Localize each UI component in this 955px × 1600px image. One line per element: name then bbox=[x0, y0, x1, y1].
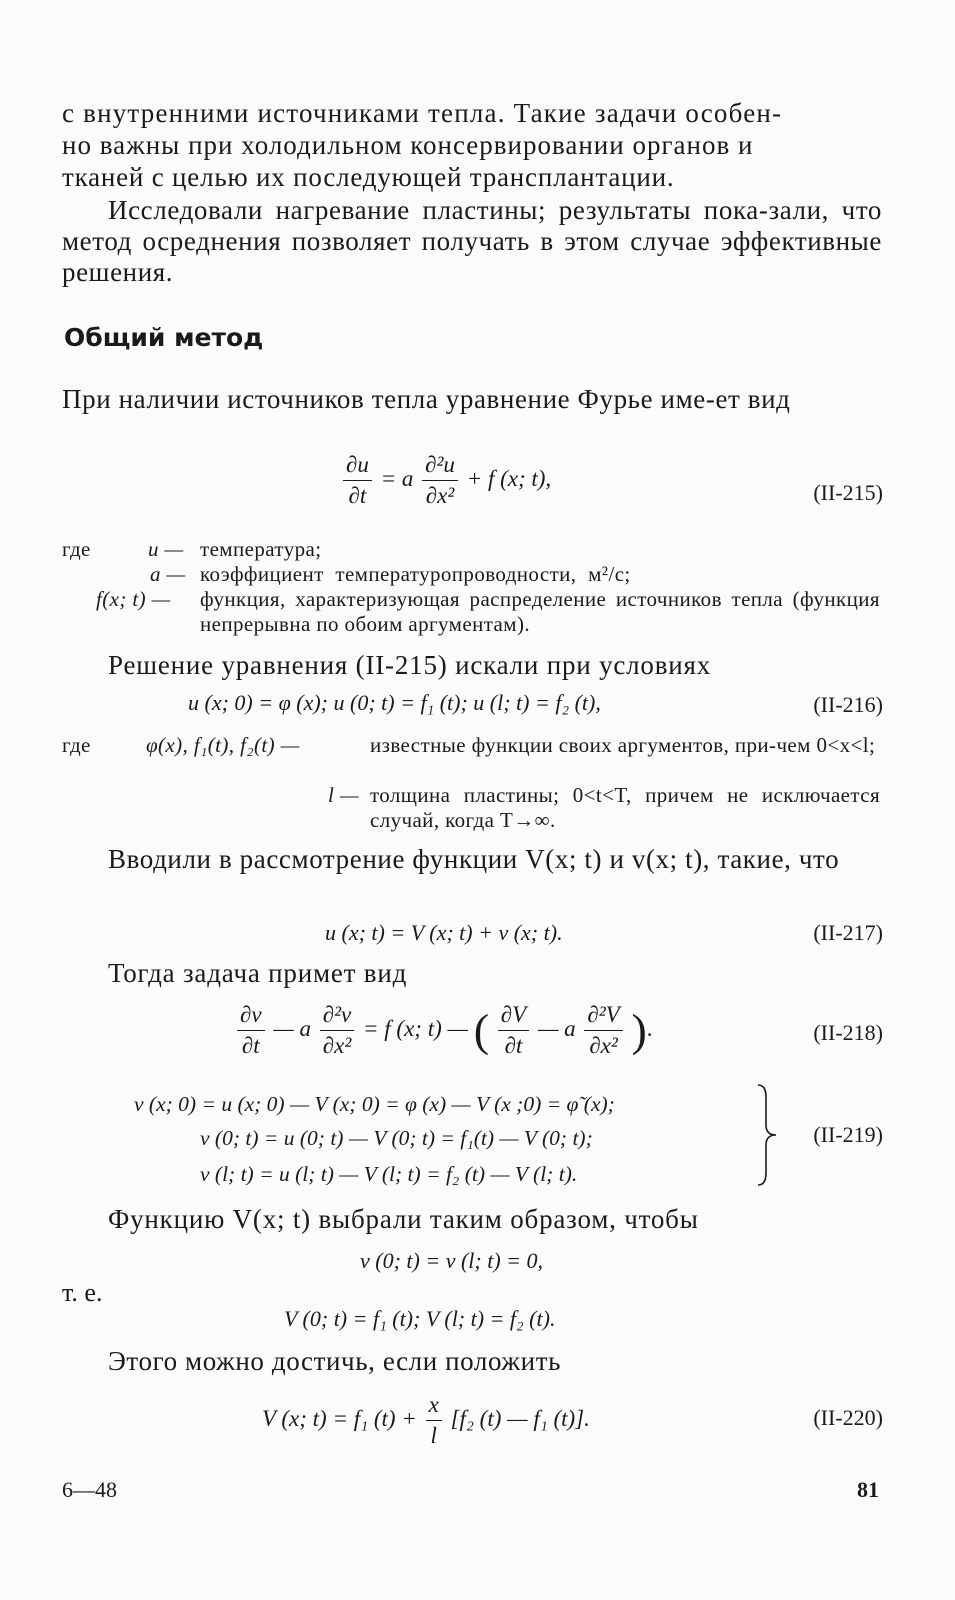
eq218-dt-2: ∂t bbox=[504, 1033, 523, 1058]
eq215-number: (II-215) bbox=[813, 480, 883, 505]
eq218-d2v: ∂²v bbox=[320, 1000, 354, 1031]
equation-215 bbox=[340, 450, 551, 511]
eq218-dV: ∂V bbox=[498, 1000, 529, 1031]
solution-text: Решение уравнения (II-215) искали при условиях bbox=[108, 650, 712, 680]
where1-u-desc: температура; bbox=[200, 537, 322, 561]
then-text: Тогда задача примет вид bbox=[108, 958, 408, 988]
where1-a-desc: коэффициент температуропроводности, м²/с; bbox=[200, 562, 631, 586]
eq220-l: l bbox=[430, 1423, 437, 1448]
eq218-mid: = f (x; t) — bbox=[363, 1015, 468, 1041]
eq220-number: (II-220) bbox=[813, 1405, 883, 1430]
where1-f-sym: f(x; t) — bbox=[96, 587, 171, 611]
choose-text: Функцию V(x; t) выбрали таким образом, чтобы bbox=[108, 1204, 699, 1234]
eq218-close-paren: ) bbox=[631, 1004, 647, 1056]
condition-v: v (0; t) = v (l; t) = 0, bbox=[360, 1248, 544, 1273]
right-brace-icon bbox=[754, 1083, 780, 1187]
intro-V-text: Вводили в рассмотрение функции V(x; t) и v(x; t), такие, что bbox=[108, 844, 840, 874]
intro-paragraph-2: Исследовали нагревание пластины; результаты пока-зали, что метод осреднения позволяет получать в этом случае эффективные решения. bbox=[62, 195, 882, 287]
eq217-number: (II-217) bbox=[813, 920, 883, 945]
equation-217: u (x; t) = V (x; t) + v (x; t). bbox=[325, 920, 563, 945]
eq218-dx2-2: ∂x² bbox=[589, 1033, 618, 1058]
eq219-line-3: v (l; t) = u (l; t) — V (l; t) = f₂ (t) — V (l; t). bbox=[200, 1162, 578, 1186]
eq215-eq-a: = a bbox=[380, 465, 414, 491]
where1-f-desc: функция, характеризующая распределение источников тепла (функция непрерывна по обоим аргументам). bbox=[200, 587, 880, 636]
where2-phi-desc: известные функции своих аргументов, при-чем 0<x<l; bbox=[370, 733, 876, 757]
eq218-d2V: ∂²V bbox=[584, 1000, 622, 1031]
equation-220 bbox=[262, 1390, 590, 1451]
eq219-line-1: v (x; 0) = u (x; 0) — V (x; 0) = φ (x) — V (x ;0) = φ̃ (x); bbox=[134, 1092, 615, 1116]
signature-mark: 6—48 bbox=[62, 1477, 117, 1502]
achieve-text: Этого можно достичь, если положить bbox=[108, 1346, 562, 1376]
where1-u-sym: u — bbox=[148, 537, 184, 561]
eq218-minus-a-2: — a bbox=[537, 1015, 576, 1041]
eq215-du: ∂u bbox=[343, 450, 372, 481]
eq216-number: (II-216) bbox=[813, 692, 883, 717]
intro-line-2: но важны при холодильном консервировании органов и bbox=[62, 130, 754, 160]
eq218-minus-a: — a bbox=[273, 1015, 312, 1041]
eq218-number: (II-218) bbox=[813, 1020, 883, 1045]
eq215-tail: + f (x; t), bbox=[466, 465, 552, 491]
fourier-intro: При наличии источников тепла уравнение Фурье име-ет вид bbox=[62, 384, 791, 414]
eq218-open-paren: ( bbox=[473, 1004, 490, 1056]
eq219-number: (II-219) bbox=[813, 1122, 883, 1147]
intro-line-1: с внутренними источниками тепла. Такие задачи особен- bbox=[62, 98, 783, 128]
equation-216: u (x; 0) = φ (x); u (0; t) = f₁ (t); u (l; t) = f₂ (t), bbox=[188, 690, 601, 715]
eq218-dt-1: ∂t bbox=[241, 1033, 260, 1058]
eq215-dt: ∂t bbox=[348, 483, 367, 508]
equation-218: $\frac{\partial v}{\partial t}$ — a $\frac{\text{∂²v}}{\text{∂x²}}$ = f (x; t) — ( $\frac{\partial V}{\partial t}$ — a $\frac{\text{∂²V}}{\text{∂x²}}$ ). bbox=[234, 1000, 653, 1061]
eq218-dx2-1: ∂x² bbox=[322, 1033, 352, 1058]
where2-l-sym: l — bbox=[328, 783, 359, 807]
eq218-dv: ∂v bbox=[237, 1000, 265, 1031]
where2-phi-sym: φ(x), f₁(t), f₂(t) — bbox=[146, 733, 300, 757]
where1-a-sym: a — bbox=[150, 562, 186, 586]
page-number: 81 bbox=[857, 1477, 879, 1502]
ie-text: т. е. bbox=[62, 1278, 103, 1307]
where1-gde: где bbox=[62, 537, 91, 561]
eq220-lhs: V (x; t) = f₁ (t) + bbox=[262, 1405, 417, 1431]
eq215-dx2: ∂x² bbox=[425, 483, 455, 508]
condition-V: V (0; t) = f₁ (t); V (l; t) = f₂ (t). bbox=[284, 1306, 556, 1331]
where2-l-desc: толщина пластины; 0<t<T, причем не исключается случай, когда T→∞. bbox=[370, 783, 880, 832]
eq220-rhs: [f₂ (t) — f₁ (t)]. bbox=[450, 1405, 590, 1431]
eq220-x: x bbox=[426, 1390, 442, 1421]
intro-line-3: тканей с целью их последующей трансплантации. bbox=[62, 162, 675, 192]
where2-gde: где bbox=[62, 733, 91, 757]
eq215-d2u: ∂²u bbox=[422, 450, 458, 481]
section-heading: Общий метод bbox=[64, 323, 264, 352]
eq219-line-2: v (0; t) = u (0; t) — V (0; t) = f₁(t) — V (0; t); bbox=[200, 1126, 593, 1150]
